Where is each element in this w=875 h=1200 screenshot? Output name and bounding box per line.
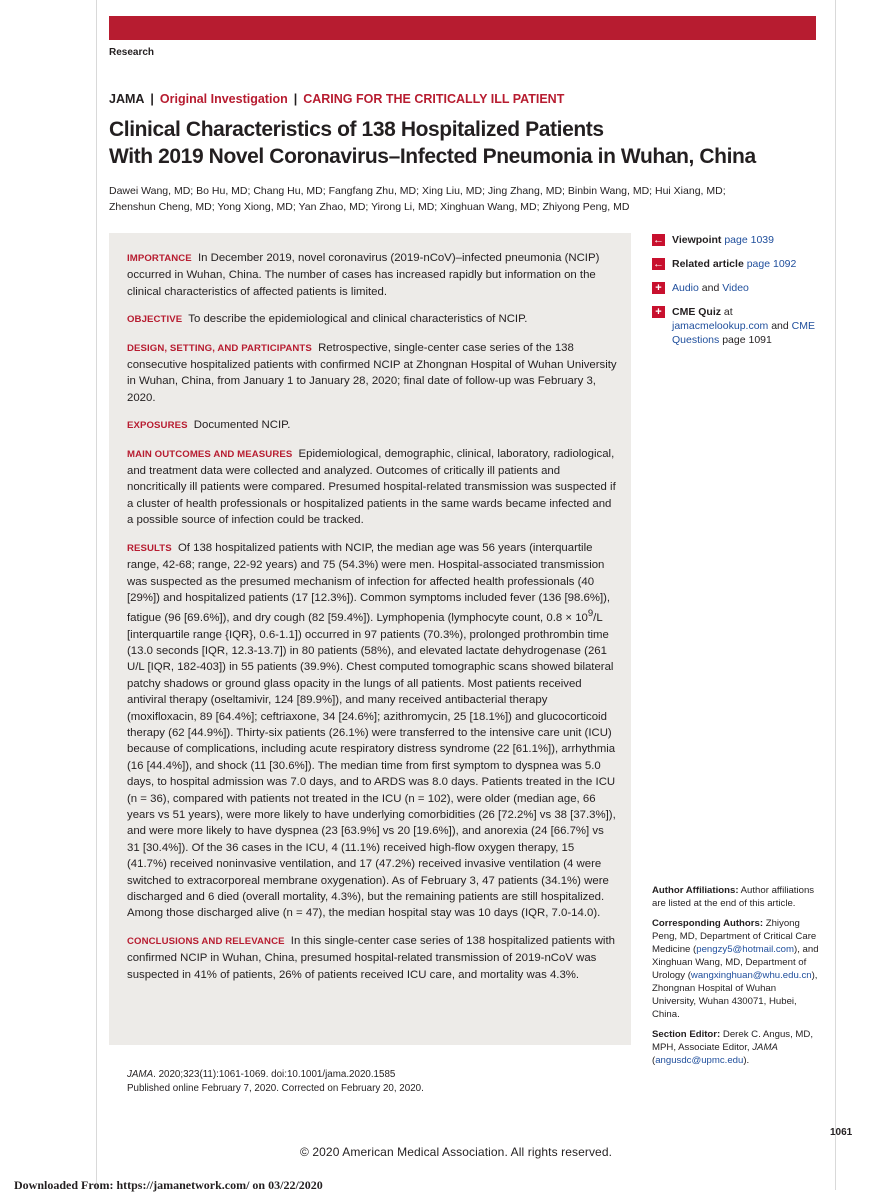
series-name: CARING FOR THE CRITICALLY ILL PATIENT [303, 92, 565, 106]
email-link[interactable]: wangxinghuan@whu.edu.cn [690, 970, 812, 981]
email-link[interactable]: angusdc@upmc.edu [655, 1055, 744, 1066]
abstract [127, 250, 617, 994]
affiliation-text: Author affiliations are listed at the end of this article. [652, 885, 815, 909]
article-type: Original Investigation [159, 92, 288, 106]
abstract-text: Documented NCIP. [193, 419, 291, 432]
corresponding-text: ), and Xinghuan Wang, MD, Department of Urology ( [652, 944, 819, 981]
citation-journal: JAMA [127, 1069, 154, 1080]
related-article-link[interactable] [652, 257, 824, 271]
journal-name: JAMA [109, 92, 145, 106]
arrow-left-icon: ← [653, 258, 664, 270]
abstract-text: Retrospective, single-center case series of the 138 consecutive hospitalized patients with confirmed NCIP at Zhongnan Hospital of Wuhan University in Wuhan, China, from January 1 to January 28, 2020; final date of follow-up was February 3, 2020. [127, 341, 617, 404]
journal-header-bar [109, 16, 816, 40]
citation-details: . 2020;323(11):1061-1069. doi:10.1001/jama.2020.1585 [153, 1069, 396, 1080]
abstract-text: Of 138 hospitalized patients with NCIP, the median age was 56 years (interquartile range, 42-68; range, 22-92 years) and 75 (54.3%) were men. Hospital-associated transmission was suspected as the presumed mechanism of infection for affected health professionals (40 [29%]) and hospitalized patients (17 [12.3%]). Common symptoms included fever (136 [98.6%]), fatigue (96 [69.6%]), and dry cough (82 [59.4%]). Lymphopenia (lymphocyte count, 0.8 × 10 [127, 541, 611, 625]
abstract-heading: EXPOSURES [127, 420, 188, 432]
download-note: Downloaded From: https://jamanetwork.com/ on 03/22/2020 [14, 1178, 323, 1192]
section-label: Research [109, 47, 155, 58]
media-and: and [701, 282, 720, 294]
related-links [652, 233, 824, 357]
plus-icon: + [652, 282, 665, 294]
editor-text: Derek C. Angus, MD, MPH, Associate Editor, [652, 1029, 814, 1053]
header-separator: | [293, 92, 298, 106]
abstract-exposures [127, 417, 617, 434]
author-list [109, 183, 739, 215]
abstract-heading: MAIN OUTCOMES AND MEASURES [127, 448, 293, 460]
copyright-notice: © 2020 American Medical Association. All rights reserved. [300, 1145, 613, 1159]
editor-paren: ( [652, 1055, 656, 1066]
related-article-page-link[interactable]: page 1092 [746, 258, 797, 270]
viewpoint-link[interactable] [652, 233, 824, 247]
video-link[interactable]: Video [722, 282, 749, 294]
email-link[interactable]: pengzy5@hotmail.com [696, 944, 794, 955]
abstract-importance [127, 250, 617, 300]
superscript: 9 [587, 608, 594, 620]
related-article-label: Related article [672, 258, 744, 270]
abstract-text: In December 2019, novel coronavirus (2019-nCoV)–infected pneumonia (NCIP) occurred in Wuhan, China. The number of cases has increased rapidly but information on the clinical characteristics of affected patients is limited. [127, 252, 600, 298]
plus-icon: + [652, 306, 665, 318]
title-line-1: Clinical Characteristics of 138 Hospitalized Patients [109, 118, 604, 141]
authors-line-2: Zhenshun Cheng, MD; Yong Xiong, MD; Yan Zhao, MD; Yirong Li, MD; Xinghuan Wang, MD; Zhiyong Peng, MD [109, 201, 630, 213]
abstract-text: To describe the epidemiological and clinical characteristics of NCIP. [188, 313, 528, 326]
header-separator: | [150, 92, 154, 106]
section-editor [652, 1028, 820, 1067]
author-affiliations [652, 884, 820, 1074]
cme-at: at [723, 306, 733, 318]
citation [127, 1068, 424, 1096]
article-title [109, 116, 809, 170]
title-line-2: With 2019 Novel Coronavirus–Infected Pneumonia in Wuhan, China [109, 145, 756, 168]
abstract-text: In this single-center case series of 138 hospitalized patients with confirmed NCIP in Wuhan, China, presumed hospital-related transmission of 2019-nCoV was suspected in 41% of patients, 26% of patients received ICU care, and mortality was 4.3%. [127, 934, 615, 981]
corresponding-text: ), Zhongnan Hospital of Wuhan University, Wuhan 430071, Hubei, China. [652, 970, 818, 1020]
article-header [109, 92, 564, 106]
abstract-text: /L [interquartile range {IQR}, 0.6-1.1]) occurred in 97 patients (70.3%), prolonged prothrombin time (13.0 seconds [IQR, 12.3-13.7]) in 80 patients (58%), and elevated lactate dehydrogenase (261 U/L [IQR, 182-403]) in 55 patients (39.9%). Chest computed tomographic scans showed bilateral patchy shadows or ground glass opacity in the lungs of all patients. Most patients received antiviral therapy (oseltamivir, 124 [89.9%]), and many received antibacterial therapy (moxifloxacin, 89 [64.4%]; ceftriaxone, 34 [24.6%]; azithromycin, 25 [18.1%]) and glucocorticoid therapy (62 [44.9%]). Thirty-six patients (26.1%) were transferred to the intensive care unit (ICU) because of complications, including acute respiratory distress syndrome (22 [61.1%]), arrhythmia (16 [44.4%]), and shock (11 [30.6%]). The median time from first symptom to dyspnea was 5.0 days, to hospital admission was 7.0 days, and to ARDS was 8.0 days. Patients treated in the ICU (n = 36), compared with patients not treated in the ICU (n = 102), were older (median age, 66 years vs 51 years), were more likely to have underlying comorbidities (26 [72.2%] vs 38 [37.3%]), and were more likely to have dyspnea (23 [63.9%] vs 20 [19.6%]), and anorexia (24 [66.7%] vs 31 [30.4%]). Of the 36 cases in the ICU, 4 (11.1%) received high-flow oxygen therapy, 15 (41.7%) received noninvasive ventilation, and 17 (47.2%) received invasive ventilation (4 were switched to extracorporeal membrane oxygenation). As of February 3, 47 patients (34.1%) were discharged and 6 died (overall mortality, 4.3%), but the remaining patients are still hospitalized. Among those discharged alive (n = 47), the median hospital stay was 10 days (IQR, 7.0-14.0). [127, 612, 616, 920]
authors-line-1: Dawei Wang, MD; Bo Hu, MD; Chang Hu, MD; Fangfang Zhu, MD; Xing Liu, MD; Jing Zhang, MD; Binbin Wang, MD; Hui Xiang, MD; [109, 185, 726, 197]
cme-and: and [771, 320, 789, 332]
corresponding-authors [652, 917, 820, 1021]
abstract-heading: OBJECTIVE [127, 314, 183, 326]
cme-quiz-label: CME Quiz [672, 306, 721, 318]
cme-questions-link[interactable]: CME Questions [672, 320, 816, 346]
editor-paren: ). [743, 1055, 750, 1066]
arrow-left-icon: ← [653, 234, 664, 246]
abstract-heading: RESULTS [127, 542, 172, 554]
abstract-design [127, 340, 617, 407]
abstract-text: Epidemiological, demographic, clinical, laboratory, radiological, and treatment data were collected and analyzed. Outcomes of critically ill patients and noncritically ill patients were compared. Presumed hospital-related transmission was suspected if a cluster of health professionals or hospitalized patients in the same wards became infected and a possible source of infection could be tracked. [127, 447, 616, 527]
abstract-conclusions [127, 933, 617, 983]
viewpoint-label: Viewpoint [672, 234, 722, 246]
affiliation-heading: Author Affiliations: [652, 885, 739, 896]
abstract-heading: IMPORTANCE [127, 253, 192, 264]
citation-ref [127, 1068, 424, 1082]
audio-link[interactable]: Audio [672, 282, 699, 294]
abstract-objective [127, 311, 617, 328]
editor-journal: JAMA [752, 1042, 778, 1053]
editor-heading: Section Editor: [652, 1029, 721, 1040]
cme-quiz [652, 305, 824, 347]
cme-page: page 1091 [722, 334, 772, 346]
corresponding-text: Zhiyong Peng, MD, Department of Critical Care Medicine ( [652, 918, 817, 955]
media-links [652, 281, 824, 295]
abstract-outcomes [127, 446, 617, 529]
page-number: 1061 [830, 1127, 853, 1138]
abstract-results [127, 540, 617, 922]
affiliation-note [652, 884, 820, 910]
abstract-heading: CONCLUSIONS AND RELEVANCE [127, 935, 285, 947]
corresponding-heading: Corresponding Authors: [652, 918, 764, 929]
viewpoint-page-link[interactable]: page 1039 [724, 234, 774, 246]
abstract-heading: DESIGN, SETTING, AND PARTICIPANTS [127, 342, 312, 354]
publication-note: Published online February 7, 2020. Corrected on February 20, 2020. [127, 1083, 424, 1094]
cme-site-link[interactable]: jamacmelookup.com [672, 320, 769, 332]
